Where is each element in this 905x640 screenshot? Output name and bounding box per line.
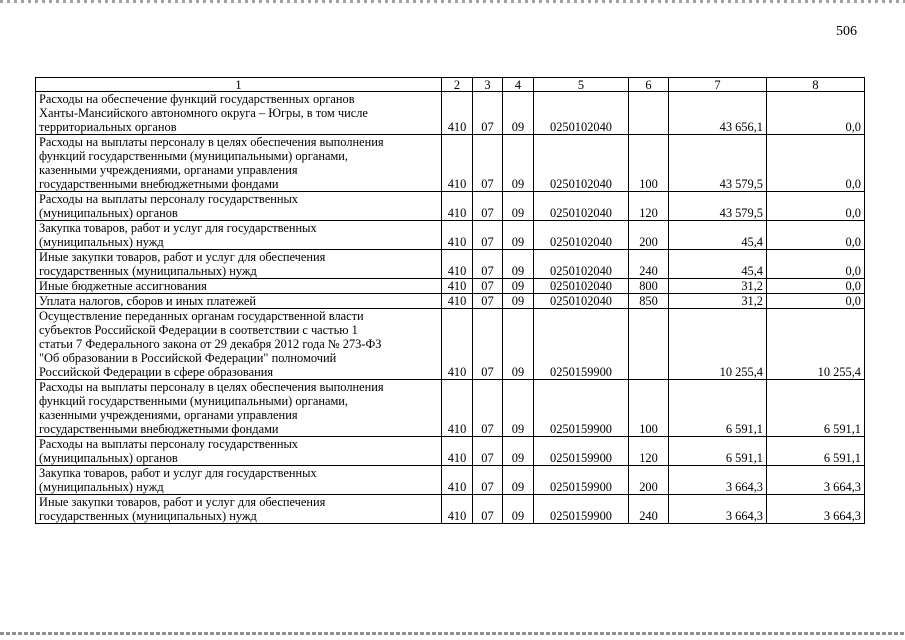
description-line: Расходы на выплаты персоналу в целях обеспечения выполнения [39, 135, 384, 149]
cell-section: 07 [473, 466, 503, 495]
cell-target-article: 0250102040 [534, 135, 629, 192]
row-description [36, 437, 442, 466]
cell-federal-amount: 0,0 [767, 92, 865, 135]
cell-ministry-code: 410 [442, 294, 473, 309]
description-line: государственных (муниципальных) нужд [39, 264, 257, 278]
cell-expense-type: 100 [629, 380, 669, 437]
description-line: казенными учреждениями, органами управления [39, 408, 298, 422]
cell-amount: 31,2 [669, 279, 767, 294]
cell-ministry-code: 410 [442, 437, 473, 466]
cell-expense-type: 100 [629, 135, 669, 192]
description-line: государственными внебюджетными фондами [39, 422, 279, 436]
description-line: государственных (муниципальных) нужд [39, 509, 257, 523]
table-row [36, 437, 865, 466]
cell-target-article: 0250159900 [534, 380, 629, 437]
cell-section: 07 [473, 279, 503, 294]
description-line: Расходы на выплаты персоналу государственных [39, 437, 298, 451]
row-description [36, 135, 442, 192]
cell-target-article: 0250102040 [534, 221, 629, 250]
column-header: 8 [767, 78, 865, 92]
cell-target-article: 0250159900 [534, 437, 629, 466]
cell-section: 07 [473, 221, 503, 250]
cell-expense-type: 850 [629, 294, 669, 309]
cell-federal-amount: 10 255,4 [767, 309, 865, 380]
row-description [36, 221, 442, 250]
cell-subsection: 09 [503, 135, 534, 192]
cell-amount: 45,4 [669, 250, 767, 279]
cell-federal-amount: 0,0 [767, 294, 865, 309]
cell-federal-amount: 0,0 [767, 279, 865, 294]
cell-federal-amount: 6 591,1 [767, 380, 865, 437]
description-line: Расходы на выплаты персоналу государственных [39, 192, 298, 206]
table-row [36, 250, 865, 279]
description-line: территориальных органов [39, 120, 177, 134]
row-description [36, 279, 442, 294]
description-line: (муниципальных) нужд [39, 235, 164, 249]
cell-expense-type: 200 [629, 221, 669, 250]
cell-federal-amount: 3 664,3 [767, 466, 865, 495]
cell-amount: 3 664,3 [669, 466, 767, 495]
cell-subsection: 09 [503, 380, 534, 437]
cell-section: 07 [473, 294, 503, 309]
description-line: Расходы на обеспечение функций государственных органов [39, 92, 355, 106]
description-line: статьи 7 Федерального закона от 29 декабря 2012 года № 273-ФЗ [39, 337, 382, 351]
cell-ministry-code: 410 [442, 135, 473, 192]
cell-ministry-code: 410 [442, 192, 473, 221]
column-header: 3 [473, 78, 503, 92]
cell-federal-amount: 3 664,3 [767, 495, 865, 524]
row-description [36, 92, 442, 135]
scan-edge-top [0, 0, 905, 3]
cell-subsection: 09 [503, 466, 534, 495]
cell-amount: 6 591,1 [669, 437, 767, 466]
description-line: Иные бюджетные ассигнования [39, 279, 207, 293]
cell-target-article: 0250159900 [534, 309, 629, 380]
description-line: государственными внебюджетными фондами [39, 177, 279, 191]
cell-section: 07 [473, 437, 503, 466]
row-description [36, 192, 442, 221]
cell-section: 07 [473, 92, 503, 135]
cell-federal-amount: 0,0 [767, 221, 865, 250]
description-line: Российской Федерации в сфере образования [39, 365, 274, 379]
cell-expense-type [629, 309, 669, 380]
cell-subsection: 09 [503, 92, 534, 135]
description-line: Закупка товаров, работ и услуг для государственных [39, 221, 317, 235]
cell-section: 07 [473, 495, 503, 524]
row-description [36, 495, 442, 524]
cell-subsection: 09 [503, 192, 534, 221]
table-row [36, 380, 865, 437]
cell-ministry-code: 410 [442, 309, 473, 380]
cell-amount: 43 579,5 [669, 192, 767, 221]
cell-target-article: 0250102040 [534, 92, 629, 135]
cell-target-article: 0250102040 [534, 294, 629, 309]
cell-target-article: 0250102040 [534, 192, 629, 221]
cell-ministry-code: 410 [442, 250, 473, 279]
cell-ministry-code: 410 [442, 495, 473, 524]
description-line: (муниципальных) органов [39, 206, 178, 220]
table-row [36, 495, 865, 524]
cell-subsection: 09 [503, 309, 534, 380]
cell-subsection: 09 [503, 495, 534, 524]
cell-expense-type [629, 92, 669, 135]
row-description [36, 294, 442, 309]
cell-section: 07 [473, 250, 503, 279]
cell-subsection: 09 [503, 437, 534, 466]
description-line: Расходы на выплаты персоналу в целях обеспечения выполнения [39, 380, 384, 394]
description-line: "Об образовании в Российской Федерации" полномочий [39, 351, 337, 365]
cell-federal-amount: 0,0 [767, 135, 865, 192]
table-row [36, 279, 865, 294]
page-number: 506 [836, 24, 857, 39]
description-line: Иные закупки товаров, работ и услуг для обеспечения [39, 250, 326, 264]
cell-expense-type: 120 [629, 192, 669, 221]
cell-ministry-code: 410 [442, 466, 473, 495]
cell-amount: 31,2 [669, 294, 767, 309]
description-line: Ханты-Мансийского автономного округа – Югры, в том числе [39, 106, 368, 120]
column-header: 1 [36, 78, 442, 92]
table-row [36, 309, 865, 380]
description-line: Закупка товаров, работ и услуг для государственных [39, 466, 317, 480]
column-header: 6 [629, 78, 669, 92]
table-body [36, 92, 865, 524]
cell-ministry-code: 410 [442, 279, 473, 294]
description-line: Иные закупки товаров, работ и услуг для обеспечения [39, 495, 326, 509]
description-line: казенными учреждениями, органами управления [39, 163, 298, 177]
cell-target-article: 0250159900 [534, 495, 629, 524]
description-line: (муниципальных) нужд [39, 480, 164, 494]
cell-expense-type: 240 [629, 495, 669, 524]
cell-subsection: 09 [503, 294, 534, 309]
scan-edge-bottom [0, 632, 905, 635]
description-line: функций государственными (муниципальными) органами, [39, 149, 349, 163]
column-header: 5 [534, 78, 629, 92]
description-line: Уплата налогов, сборов и иных платежей [39, 294, 257, 308]
cell-amount: 6 591,1 [669, 380, 767, 437]
cell-expense-type: 240 [629, 250, 669, 279]
cell-section: 07 [473, 135, 503, 192]
cell-target-article: 0250102040 [534, 279, 629, 294]
cell-section: 07 [473, 309, 503, 380]
cell-subsection: 09 [503, 250, 534, 279]
table-row [36, 294, 865, 309]
cell-ministry-code: 410 [442, 380, 473, 437]
description-line: субъектов Российской Федерации в соответствии с частью 1 [39, 323, 358, 337]
description-line: функций государственными (муниципальными) органами, [39, 394, 349, 408]
cell-expense-type: 800 [629, 279, 669, 294]
cell-amount: 10 255,4 [669, 309, 767, 380]
row-description [36, 250, 442, 279]
cell-ministry-code: 410 [442, 92, 473, 135]
cell-expense-type: 120 [629, 437, 669, 466]
row-description [36, 309, 442, 380]
description-line: (муниципальных) органов [39, 451, 178, 465]
cell-federal-amount: 6 591,1 [767, 437, 865, 466]
description-line: Осуществление переданных органам государственной власти [39, 309, 364, 323]
cell-amount: 43 579,5 [669, 135, 767, 192]
cell-federal-amount: 0,0 [767, 192, 865, 221]
cell-subsection: 09 [503, 221, 534, 250]
column-number-row [36, 78, 865, 92]
cell-section: 07 [473, 192, 503, 221]
table-row [36, 221, 865, 250]
column-header: 2 [442, 78, 473, 92]
table-row [36, 92, 865, 135]
cell-amount: 45,4 [669, 221, 767, 250]
cell-subsection: 09 [503, 279, 534, 294]
row-description [36, 466, 442, 495]
table-row [36, 135, 865, 192]
table-row [36, 192, 865, 221]
column-header: 4 [503, 78, 534, 92]
column-header: 7 [669, 78, 767, 92]
cell-federal-amount: 0,0 [767, 250, 865, 279]
cell-amount: 43 656,1 [669, 92, 767, 135]
cell-ministry-code: 410 [442, 221, 473, 250]
table-row [36, 466, 865, 495]
cell-amount: 3 664,3 [669, 495, 767, 524]
cell-target-article: 0250102040 [534, 250, 629, 279]
cell-section: 07 [473, 380, 503, 437]
row-description [36, 380, 442, 437]
cell-target-article: 0250159900 [534, 466, 629, 495]
budget-table [35, 77, 865, 524]
cell-expense-type: 200 [629, 466, 669, 495]
